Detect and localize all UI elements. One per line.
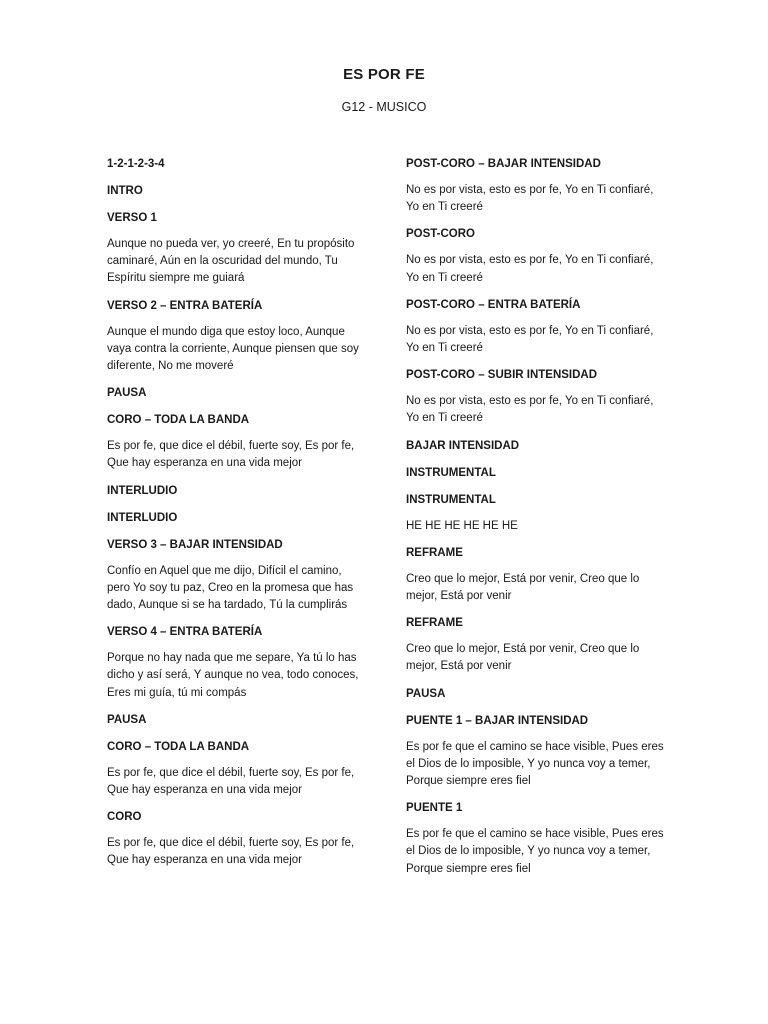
- lyric-line: mejor, Está por venir: [406, 590, 512, 603]
- section-lyrics: [107, 324, 369, 376]
- song-section: [107, 809, 369, 869]
- song-section: [406, 492, 664, 535]
- lyric-line: Es por fe que el camino se hace visible, Pues eres: [406, 740, 664, 753]
- section-lyrics: [107, 835, 369, 869]
- section-lyrics: [107, 563, 369, 615]
- lyric-line: Creo que lo mejor, Está por venir, Creo que lo: [406, 572, 640, 585]
- lyric-line: Aunque el mundo diga que estoy loco, Aunque: [107, 325, 345, 338]
- song-section: [107, 385, 369, 401]
- left-column: [107, 156, 369, 880]
- song-section: [406, 545, 664, 605]
- lyric-line: vaya contra la corriente, Aunque piensen que soy: [107, 342, 359, 355]
- section-heading: VERSO 2 – ENTRA BATERÍA: [107, 299, 263, 312]
- lyric-line: Creo que lo mejor, Está por venir, Creo que lo: [406, 643, 640, 656]
- section-lyrics: [406, 518, 664, 535]
- lyric-line: Porque no hay nada que me separe, Ya tú lo has: [107, 652, 357, 665]
- song-section: [406, 686, 664, 702]
- section-lyrics: [406, 641, 664, 675]
- section-heading: PUENTE 1 – BAJAR INTENSIDAD: [406, 714, 589, 727]
- section-lyrics: [406, 571, 664, 605]
- lyric-line: mejor, Está por venir: [406, 660, 512, 673]
- section-heading: INTERLUDIO: [107, 511, 178, 524]
- song-section: [107, 483, 369, 499]
- lyric-line: el Dios de lo imposible, Y yo nunca voy a temer,: [406, 845, 651, 858]
- song-section: [406, 226, 664, 286]
- song-section: [406, 438, 664, 454]
- song-section: [107, 156, 369, 172]
- song-section: [107, 624, 369, 702]
- section-lyrics: [406, 252, 664, 286]
- section-lyrics: [406, 323, 664, 357]
- section-heading: 1-2-1-2-3-4: [107, 158, 165, 170]
- song-section: [406, 713, 664, 791]
- song-section: [406, 465, 664, 481]
- section-heading: PAUSA: [107, 387, 147, 400]
- section-heading: POST-CORO – SUBIR INTENSIDAD: [406, 369, 598, 382]
- song-section: [406, 800, 664, 878]
- lyric-line: HE HE HE HE HE HE: [406, 519, 518, 532]
- section-heading: REFRAME: [406, 617, 463, 630]
- lyric-line: caminaré, Aún en la oscuridad del mundo, Tu: [107, 255, 338, 268]
- lyric-line: Es por fe, que dice el débil, fuerte soy, Es por fe,: [107, 440, 355, 453]
- section-heading: PAUSA: [406, 687, 446, 700]
- section-lyrics: [107, 236, 369, 288]
- song-section: [107, 712, 369, 728]
- section-heading: INSTRUMENTAL: [406, 466, 496, 479]
- lyric-line: Que hay esperanza en una vida mejor: [107, 457, 302, 470]
- section-heading: VERSO 1: [107, 212, 157, 224]
- section-lyrics: [406, 393, 664, 427]
- lyric-line: Yo en Ti creeré: [406, 342, 483, 355]
- lyric-line: dicho y así será, Y aunque no vea, todo conoces,: [107, 669, 359, 682]
- song-section: [406, 367, 664, 427]
- song-section: [107, 739, 369, 799]
- section-heading: INSTRUMENTAL: [406, 493, 496, 506]
- section-lyrics: [406, 739, 664, 791]
- lyric-line: Que hay esperanza en una vida mejor: [107, 784, 302, 797]
- lyric-line: Es por fe, que dice el débil, fuerte soy, Es por fe,: [107, 766, 355, 779]
- song-section: [107, 298, 369, 376]
- lyric-line: Porque siempre eres fiel: [406, 775, 531, 788]
- right-column: [406, 156, 664, 888]
- lyric-line: Yo en Ti creeré: [406, 271, 483, 284]
- lyric-line: Porque siempre eres fiel: [406, 862, 531, 875]
- song-section: [107, 210, 369, 288]
- lyric-line: pero Yo soy tu paz, Creo en la promesa que has: [107, 581, 354, 594]
- lyric-line: Yo en Ti creeré: [406, 201, 483, 214]
- lyric-line: diferente, No me moveré: [107, 360, 234, 373]
- lyric-line: No es por vista, esto es por fe, Yo en Ti confiaré,: [406, 324, 654, 337]
- lyric-line: Espíritu siempre me guiará: [107, 272, 245, 285]
- lyric-line: No es por vista, esto es por fe, Yo en Ti confiaré,: [406, 254, 654, 267]
- song-section: [107, 412, 369, 472]
- document-title: ES POR FE: [343, 66, 425, 83]
- lyric-line: Es por fe que el camino se hace visible, Pues eres: [406, 828, 664, 841]
- section-heading: CORO – TODA LA BANDA: [107, 414, 250, 427]
- section-lyrics: [107, 650, 369, 702]
- lyric-line: Eres mi guía, tú mi compás: [107, 686, 247, 699]
- section-heading: VERSO 3 – BAJAR INTENSIDAD: [107, 538, 283, 551]
- section-heading: PUENTE 1: [406, 802, 463, 815]
- section-heading: VERSO 4 – ENTRA BATERÍA: [107, 626, 263, 639]
- section-heading: REFRAME: [406, 546, 463, 559]
- song-section: [406, 156, 664, 216]
- lyric-line: Confío en Aquel que me dijo, Difícil el camino,: [107, 564, 342, 577]
- section-lyrics: [107, 765, 369, 799]
- section-heading: CORO: [107, 811, 142, 824]
- section-heading: POST-CORO – ENTRA BATERÍA: [406, 298, 581, 311]
- section-heading: INTERLUDIO: [107, 484, 178, 497]
- lyric-line: Aunque no pueda ver, yo creeré, En tu propósito: [107, 238, 355, 250]
- lyric-line: Yo en Ti creeré: [406, 412, 483, 425]
- lyric-line: No es por vista, esto es por fe, Yo en Ti confiaré,: [406, 395, 654, 408]
- section-heading: PAUSA: [107, 713, 147, 726]
- section-lyrics: [107, 438, 369, 472]
- song-section: [107, 537, 369, 615]
- lyric-line: No es por vista, esto es por fe, Yo en Ti confiaré,: [406, 184, 654, 196]
- song-section: [107, 183, 369, 199]
- section-heading: CORO – TODA LA BANDA: [107, 740, 250, 753]
- lyric-line: el Dios de lo imposible, Y yo nunca voy a temer,: [406, 757, 651, 770]
- song-section: [406, 615, 664, 675]
- document-subtitle: G12 - MUSICO: [341, 100, 427, 114]
- lyric-line: Que hay esperanza en una vida mejor: [107, 854, 302, 867]
- song-section: [406, 297, 664, 357]
- song-section: [107, 510, 369, 526]
- section-heading: BAJAR INTENSIDAD: [406, 439, 520, 452]
- lyric-line: dado, Aunque si se ha tardado, Tú la cumplirás: [107, 599, 348, 612]
- section-lyrics: [406, 826, 664, 878]
- section-heading: INTRO: [107, 185, 143, 197]
- section-heading: POST-CORO – BAJAR INTENSIDAD: [406, 158, 601, 170]
- section-lyrics: [406, 182, 664, 216]
- lyric-line: Es por fe, que dice el débil, fuerte soy, Es por fe,: [107, 837, 355, 850]
- section-heading: POST-CORO: [406, 228, 476, 241]
